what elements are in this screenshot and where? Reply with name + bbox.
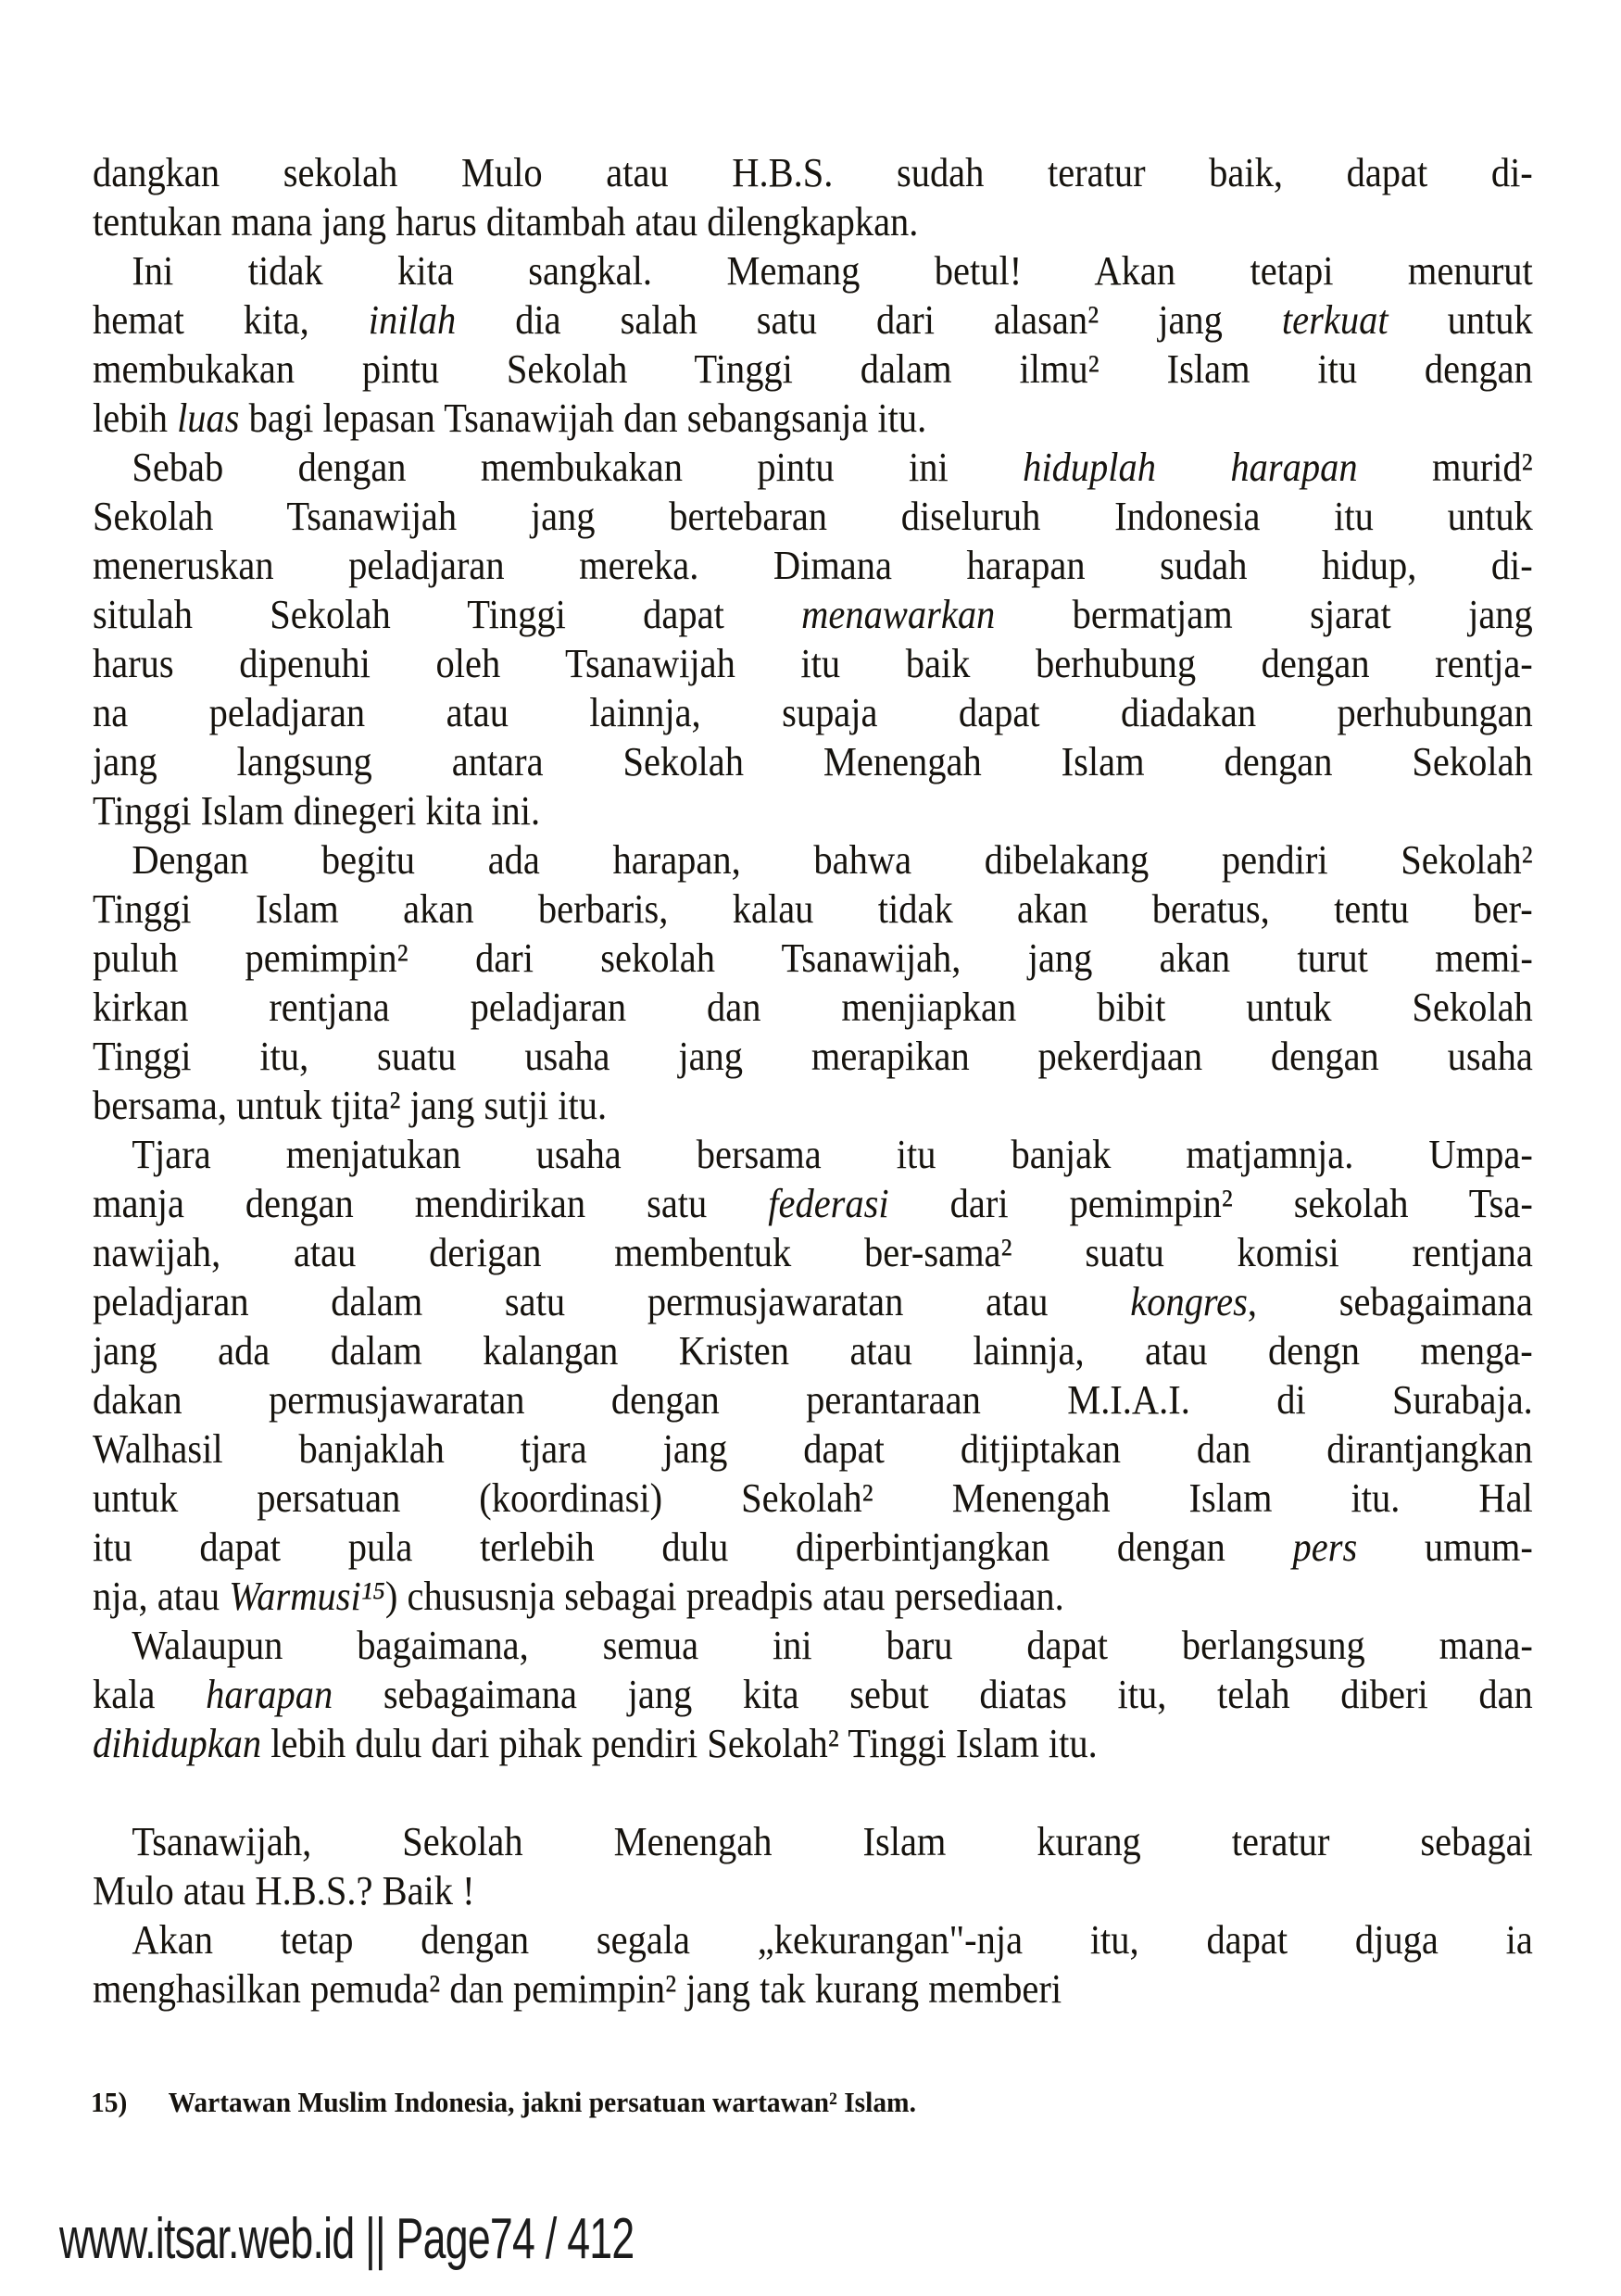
italic-text-segment: pers [1292, 1524, 1358, 1570]
text-segment: Dengan begitu ada harapan, bahwa dibelakang pendiri Sekolah² [132, 837, 1533, 883]
text-line [93, 1032, 1533, 1081]
text-segment: bermatjam sjarat jang [995, 592, 1533, 637]
text-line [93, 835, 1533, 885]
text-segment: Tjara menjatukan usaha bersama itu banjak matjamnja. Umpa- [132, 1132, 1533, 1177]
italic-text-segment: Warmusi¹⁵ [229, 1574, 385, 1619]
paragraph [93, 1817, 1533, 1915]
text-line [93, 492, 1533, 541]
text-segment: Tinggi itu, suatu usaha jang merapikan pekerdjaan dengan usaha [93, 1034, 1533, 1079]
text-line [93, 1474, 1533, 1523]
text-line [93, 590, 1533, 639]
text-line [93, 786, 1533, 835]
text-line [93, 1424, 1533, 1474]
text-segment: murid² [1357, 445, 1533, 490]
text-segment: meneruskan peladjaran mereka. Dimana harapan sudah hidup, di- [93, 543, 1533, 588]
text-line [93, 983, 1533, 1032]
text-segment: sebagaimana jang kita sebut diatas itu, telah diberi dan [333, 1672, 1533, 1717]
text-segment: Ini tidak kita sangkal. Memang betul! Akan tetapi menurut [132, 248, 1533, 294]
text-segment: ) chususnja sebagai preadpis atau persediaan. [384, 1574, 1064, 1619]
text-line [93, 1375, 1533, 1424]
text-line [93, 1277, 1533, 1326]
text-segment: situlah Sekolah Tinggi dapat [93, 592, 802, 637]
text-line [93, 1081, 1533, 1130]
text-line [93, 1621, 1533, 1670]
text-segment: nja, atau [93, 1574, 230, 1619]
text-block [93, 148, 1533, 2014]
text-segment: jang ada dalam kalangan Kristen atau lainnja, atau dengn menga- [93, 1328, 1533, 1374]
text-segment: jang langsung antara Sekolah Menengah Islam dengan Sekolah [93, 739, 1533, 784]
paragraph [93, 443, 1533, 835]
text-segment: harus dipenuhi oleh Tsanawijah itu baik berhubung dengan rentja- [93, 641, 1533, 686]
text-segment: untuk [1388, 297, 1533, 343]
text-segment: dakan permusjawaratan dengan perantaraan M.I.A.I. di Surabaja. [93, 1377, 1533, 1423]
text-segment: peladjaran dalam satu permusjawaratan atau [93, 1279, 1131, 1324]
text-segment: Sekolah Tsanawijah jang bertebaran diseluruh Indonesia itu untuk [93, 494, 1533, 539]
text-segment: lebih dulu dari pihak pendiri Sekolah² Tinggi Islam itu. [261, 1721, 1098, 1766]
text-segment: bagi lepasan Tsanawijah dan sebangsanja itu. [239, 395, 927, 441]
text-segment: Tsanawijah, Sekolah Menengah Islam kurang teratur sebagai [132, 1819, 1533, 1864]
text-line [93, 345, 1533, 394]
text-line [93, 246, 1533, 295]
italic-text-segment: terkuat [1281, 297, 1389, 343]
text-line [93, 1915, 1533, 1964]
page-footer-url: www.itsar.web.id || Page74 / 412 [59, 2207, 635, 2271]
text-line [93, 394, 1533, 443]
text-line [93, 197, 1533, 246]
text-line [93, 1670, 1533, 1719]
text-segment: Tinggi Islam dinegeri kita ini. [93, 788, 541, 834]
paragraph [93, 1915, 1533, 2014]
footnote-text: Wartawan Muslim Indonesia, jakni persatuan wartawan² Islam. [168, 2086, 916, 2118]
text-line [93, 737, 1533, 786]
text-segment: Walhasil banjaklah tjara jang dapat ditjiptakan dan dirantjangkan [93, 1426, 1533, 1472]
text-line [93, 1130, 1533, 1179]
text-line [93, 541, 1533, 590]
text-line [93, 443, 1533, 492]
text-segment: manja dengan mendirikan satu [93, 1181, 769, 1226]
text-line [93, 1326, 1533, 1375]
text-segment: hemat kita, [93, 297, 369, 343]
text-line [93, 1817, 1533, 1866]
italic-text-segment: hiduplah harapan [1023, 445, 1358, 490]
text-segment: Sebab dengan membukakan pintu ini [132, 445, 1024, 490]
paragraph [93, 835, 1533, 1130]
italic-text-segment: federasi [768, 1181, 889, 1226]
text-segment: , sebagaimana [1247, 1279, 1533, 1324]
text-line [93, 295, 1533, 345]
text-segment: Mulo atau H.B.S.? Baik ! [93, 1868, 475, 1913]
text-segment: kala [93, 1672, 207, 1717]
text-segment: umum- [1357, 1524, 1533, 1570]
text-segment: dia salah satu dari alasan² jang [456, 297, 1282, 343]
text-segment: lebih [93, 395, 178, 441]
italic-text-segment: kongres [1130, 1279, 1248, 1324]
text-line [93, 1228, 1533, 1277]
footnote-marker: 15) [91, 2086, 128, 2118]
text-line [93, 1523, 1533, 1572]
footnote [91, 2086, 1147, 2119]
italic-text-segment: luas [177, 395, 240, 441]
italic-text-segment: menawarkan [801, 592, 996, 637]
italic-text-segment: dihidupkan [93, 1721, 262, 1766]
text-segment: untuk persatuan (koordinasi) Sekolah² Menengah Islam itu. Hal [93, 1475, 1533, 1521]
text-line [93, 1179, 1533, 1228]
paragraph [93, 246, 1533, 443]
text-segment: dari pemimpin² sekolah Tsa- [888, 1181, 1533, 1226]
paragraph [93, 1621, 1533, 1768]
text-segment: Akan tetap dengan segala „kekurangan"-nja itu, dapat djuga ia [132, 1917, 1533, 1963]
text-segment: Tinggi Islam akan berbaris, kalau tidak akan beratus, tentu ber- [93, 886, 1533, 932]
text-line [93, 688, 1533, 737]
text-line [93, 1964, 1533, 2014]
text-line [93, 885, 1533, 934]
paragraph [93, 1130, 1533, 1621]
text-line [93, 1572, 1533, 1621]
text-line [93, 1719, 1533, 1768]
text-segment: itu dapat pula terlebih dulu diperbintjangkan dengan [93, 1524, 1293, 1570]
text-line [93, 934, 1533, 983]
text-segment: kirkan rentjana peladjaran dan menjiapkan bibit untuk Sekolah [93, 985, 1533, 1030]
text-segment: dangkan sekolah Mulo atau H.B.S. sudah teratur baik, dapat di- [93, 150, 1533, 195]
text-segment: bersama, untuk tjita² jang sutji itu. [93, 1083, 608, 1128]
text-line [93, 1866, 1533, 1915]
text-segment: puluh pemimpin² dari sekolah Tsanawijah, jang akan turut memi- [93, 935, 1533, 981]
text-segment: nawijah, atau derigan membentuk ber-sama² suatu komisi rentjana [93, 1230, 1533, 1275]
italic-text-segment: harapan [206, 1672, 333, 1717]
paragraph [93, 148, 1533, 246]
text-segment: membukakan pintu Sekolah Tinggi dalam ilmu² Islam itu dengan [93, 346, 1533, 392]
text-segment: na peladjaran atau lainnja, supaja dapat diadakan perhubungan [93, 690, 1533, 735]
text-segment: tentukan mana jang harus ditambah atau dilengkapkan. [93, 199, 919, 245]
italic-text-segment: inilah [368, 297, 457, 343]
text-line [93, 148, 1533, 197]
text-segment: Walaupun bagaimana, semua ini baru dapat berlangsung mana- [132, 1623, 1533, 1668]
text-line [93, 639, 1533, 688]
text-segment: menghasilkan pemuda² dan pemimpin² jang tak kurang memberi [93, 1966, 1062, 2012]
